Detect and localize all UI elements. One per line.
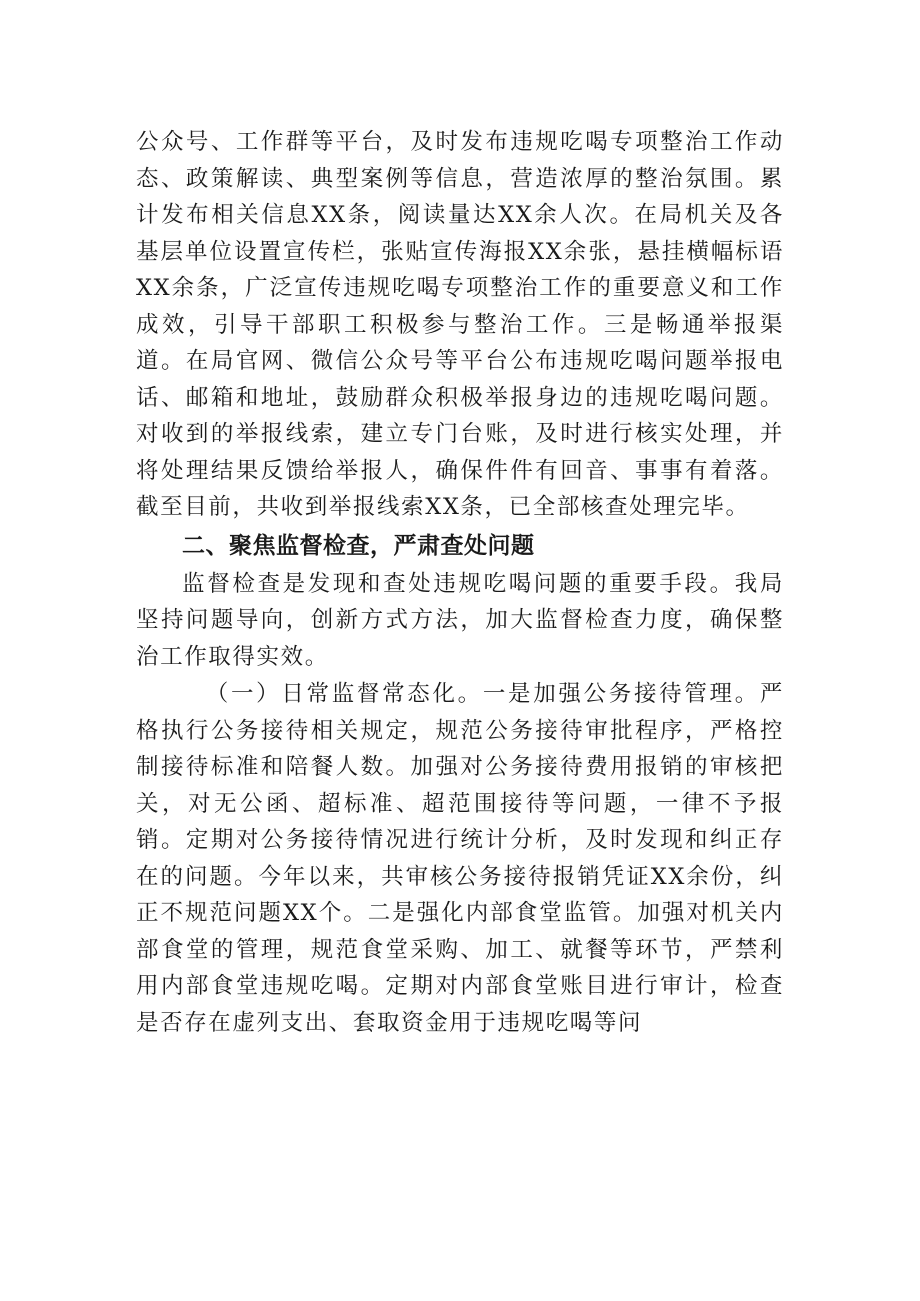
section-intro-paragraph: 监督检查是发现和查处违规吃喝问题的重要手段。我局坚持问题导向，创新方式方法，加大监督检查力度，确保整治工作取得实效。 xyxy=(136,570,784,670)
section-heading: 二、聚焦监督检查，严肃查处问题 xyxy=(182,532,535,559)
document-body xyxy=(136,124,784,1041)
subsection-paragraph: （一）日常监督常态化。一是加强公务接待管理。严格执行公务接待相关规定，规范公务接待审批程序，严格控制接待标准和陪餐人数。加强对公务接待费用报销的审核把关，对无公函、超标准、超范围接待等问题，一律不予报销。定期对公务接待情况进行统计分析，及时发现和纠正存在的问题。今年以来，共审核公务接待报销凭证XX余份，纠正不规范问题XX个。二是强化内部食堂监管。加强对机关内部食堂的管理，规范食堂采购、加工、就餐等环节，严禁利用内部食堂违规吃喝。定期对内部食堂账目进行审计，检查是否存在虚列支出、套取资金用于违规吃喝等问 xyxy=(136,681,784,1036)
body-paragraph-continued: 公众号、工作群等平台，及时发布违规吃喝专项整治工作动态、政策解读、典型案例等信息，营造浓厚的整治氛围。累计发布相关信息XX条，阅读量达XX余人次。在局机关及各基层单位设置宣传栏，张贴宣传海报XX余张，悬挂横幅标语XX余条，广泛宣传违规吃喝专项整治工作的重要意义和工作成效，引导干部职工积极参与整治工作。三是畅通举报渠道。在局官网、微信公众号等平台公布违规吃喝问题举报电话、邮箱和地址，鼓励群众积极举报身边的违规吃喝问题。对收到的举报线索，建立专门台账，及时进行核实处理，并将处理结果反馈给举报人，确保件件有回音、事事有着落。截至目前，共收到举报线索XX条，已全部核查处理完毕。 xyxy=(136,129,784,520)
